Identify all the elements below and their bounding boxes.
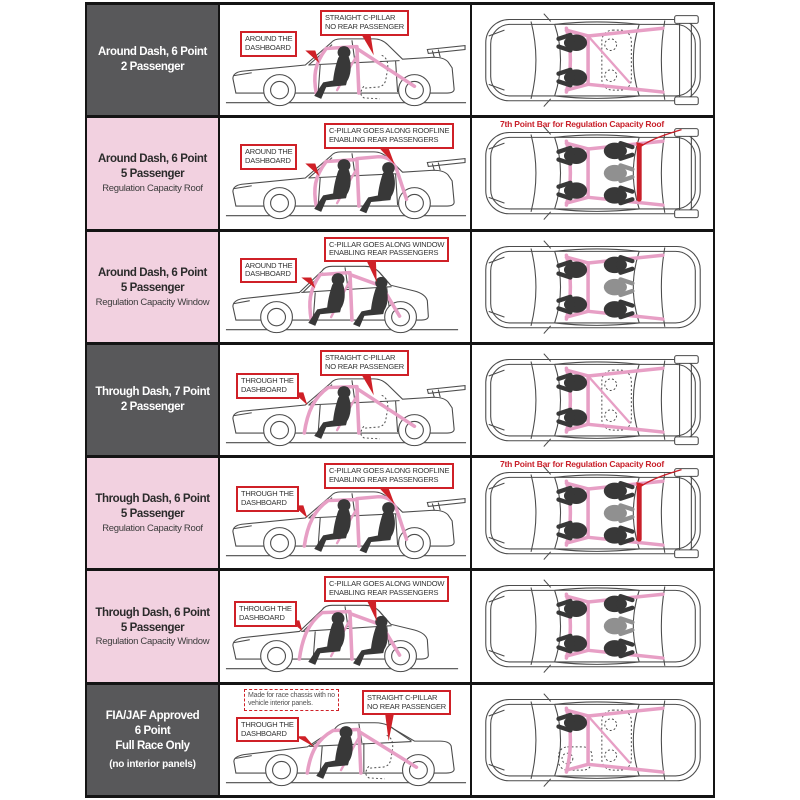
row-label-subline: Regulation Capacity Roof bbox=[102, 523, 203, 535]
row-label-subline: Regulation Capacity Window bbox=[95, 296, 210, 308]
car-top-outline bbox=[486, 693, 700, 786]
callout-text: THROUGH THE bbox=[239, 604, 292, 614]
callout-race-chassis bbox=[244, 689, 339, 712]
rear-passenger bbox=[604, 187, 633, 203]
callout-text: DASHBOARD bbox=[241, 728, 287, 738]
front-passenger bbox=[559, 296, 588, 312]
callout-dashboard bbox=[240, 31, 297, 57]
callout-cpillar bbox=[320, 350, 409, 376]
callout-text: STRAIGHT C-PILLAR bbox=[325, 13, 396, 22]
rear-wing bbox=[675, 129, 699, 218]
callout-text: C-PILLAR GOES ALONG ROOFLINE bbox=[329, 466, 450, 476]
rear-passenger-middle bbox=[604, 165, 633, 181]
callout-text: DASHBOARD bbox=[245, 156, 291, 166]
top-view-art bbox=[472, 5, 713, 115]
config-row-through-7pt-2pass bbox=[85, 342, 715, 455]
top-view-cell bbox=[470, 118, 715, 228]
config-row-fia-jaf-6pt-race bbox=[85, 682, 715, 795]
row-label-line: 5 Passenger bbox=[120, 621, 185, 634]
row-label bbox=[85, 685, 218, 795]
callout-dashboard bbox=[236, 486, 299, 512]
callout-text: ENABLING REAR PASSENGERS bbox=[329, 474, 439, 484]
callout-text: DASHBOARD bbox=[245, 269, 291, 279]
row-label-line: 5 Passenger bbox=[120, 168, 185, 181]
front-passenger bbox=[559, 148, 588, 164]
callout-text: THROUGH THE bbox=[241, 719, 294, 729]
cage-main-hoop bbox=[357, 386, 359, 432]
callout-text: AROUND THE bbox=[245, 147, 293, 157]
side-view-cell bbox=[218, 571, 470, 681]
top-view-art bbox=[472, 345, 713, 455]
row-label-line: Through Dash, 6 Point bbox=[95, 493, 210, 506]
callout-text: C-PILLAR GOES ALONG ROOFLINE bbox=[329, 126, 450, 136]
rear-passenger bbox=[604, 641, 633, 657]
callout-text: THROUGH THE bbox=[241, 375, 294, 385]
front-passenger bbox=[559, 374, 588, 390]
rear-passenger-middle bbox=[604, 505, 633, 521]
callout-text: AROUND THE bbox=[245, 260, 293, 270]
rear-passenger bbox=[604, 483, 633, 499]
cage-diagonal bbox=[588, 376, 629, 422]
row-label-line: Around Dash, 6 Point bbox=[98, 153, 207, 166]
row-label bbox=[85, 118, 218, 228]
side-view-cell bbox=[218, 685, 470, 795]
callout-cpillar bbox=[324, 576, 449, 602]
top-view-cell bbox=[470, 345, 715, 455]
top-view-cell bbox=[470, 5, 715, 115]
row-label-line: 5 Passenger bbox=[120, 508, 185, 521]
cage-main-hoop bbox=[357, 500, 359, 546]
row-label-line: FIA/JAF Approved bbox=[105, 710, 200, 723]
side-view-cell bbox=[218, 458, 470, 568]
cage-diagonal bbox=[588, 716, 629, 762]
callout-text: NO REAR PASSENGER bbox=[325, 361, 404, 371]
callout-text: STRAIGHT C-PILLAR bbox=[325, 352, 396, 362]
top-view-art bbox=[472, 458, 713, 568]
side-view-cell bbox=[218, 232, 470, 342]
callout-dashboard bbox=[240, 258, 297, 284]
row-label bbox=[85, 458, 218, 568]
callout-text: THROUGH THE bbox=[241, 489, 294, 499]
callout-text: NO REAR PASSENGER bbox=[367, 701, 446, 711]
row-label bbox=[85, 5, 218, 115]
rear-passenger-middle bbox=[604, 618, 633, 634]
front-passenger bbox=[559, 35, 588, 51]
callout-cpillar bbox=[362, 690, 451, 716]
callout-cpillar bbox=[324, 123, 454, 149]
callout-cpillar bbox=[324, 237, 449, 263]
rear-wing bbox=[675, 355, 699, 444]
config-row-around-6pt-2pass bbox=[85, 2, 715, 115]
callout-dashboard bbox=[234, 601, 297, 627]
row-label-line: Full Race Only bbox=[115, 740, 190, 753]
callout-text: C-PILLAR GOES ALONG WINDOW bbox=[329, 579, 445, 589]
row-label-subline: Regulation Capacity Roof bbox=[102, 183, 203, 195]
top-view-cell bbox=[470, 685, 715, 795]
row-label bbox=[85, 345, 218, 455]
configuration-table bbox=[85, 2, 715, 798]
rear-passenger bbox=[604, 256, 633, 272]
side-view-cell bbox=[218, 5, 470, 115]
seventh-point-note: 7th Point Bar for Regulation Capacity Roof bbox=[500, 119, 664, 130]
top-view-art bbox=[472, 118, 713, 228]
row-label bbox=[85, 232, 218, 342]
cage-main-hoop bbox=[357, 160, 359, 206]
callout-cpillar bbox=[320, 10, 409, 36]
rear-passenger bbox=[604, 301, 633, 317]
side-view-cell bbox=[218, 345, 470, 455]
cage-rear-stays bbox=[588, 28, 663, 92]
car-top-outline bbox=[486, 127, 700, 220]
callout-dashboard bbox=[236, 373, 299, 399]
cage-main-hoop bbox=[357, 47, 359, 93]
callout-text: C-PILLAR GOES ALONG WINDOW bbox=[329, 239, 445, 249]
row-label bbox=[85, 571, 218, 681]
top-view-cell bbox=[470, 232, 715, 342]
callout-text: ENABLING REAR PASSENGERS bbox=[329, 135, 439, 145]
side-view-cell bbox=[218, 118, 470, 228]
row-label-subline: (no interior panels) bbox=[109, 759, 196, 771]
config-row-through-6pt-5pass-roof bbox=[85, 455, 715, 568]
callout-text: DASHBOARD bbox=[245, 42, 291, 52]
car-top-outline bbox=[486, 354, 700, 447]
front-passenger bbox=[559, 636, 588, 652]
rear-wing bbox=[675, 16, 699, 105]
cage-main-hoop bbox=[359, 729, 361, 773]
callout-text: DASHBOARD bbox=[241, 384, 287, 394]
rear-wing bbox=[675, 469, 699, 558]
callout-text: DASHBOARD bbox=[239, 613, 285, 623]
front-passenger bbox=[559, 69, 588, 85]
callout-text: STRAIGHT C-PILLAR bbox=[367, 692, 438, 702]
front-passenger bbox=[559, 601, 588, 617]
callout-text: ENABLING REAR PASSENGERS bbox=[329, 588, 439, 598]
row-label-line: 5 Passenger bbox=[120, 281, 185, 294]
cage-diagonal bbox=[588, 36, 629, 82]
rear-passenger bbox=[604, 527, 633, 543]
front-passenger bbox=[559, 488, 588, 504]
cage-rear-stays bbox=[588, 708, 663, 772]
callout-dashboard bbox=[240, 144, 297, 170]
callout-dashboard bbox=[236, 717, 299, 743]
rear-passenger bbox=[604, 596, 633, 612]
rear-passenger-middle bbox=[604, 278, 633, 294]
config-row-around-6pt-5pass-roof bbox=[85, 115, 715, 228]
front-passenger bbox=[559, 183, 588, 199]
seventh-point-note: 7th Point Bar for Regulation Capacity Roof bbox=[500, 459, 664, 470]
car-top-outline bbox=[486, 14, 700, 107]
car-top-outline bbox=[486, 240, 700, 333]
top-view-art bbox=[472, 571, 713, 681]
top-view-cell bbox=[470, 458, 715, 568]
top-view-art bbox=[472, 232, 713, 342]
row-label-line: Through Dash, 6 Point bbox=[95, 606, 210, 619]
callout-text: AROUND THE bbox=[245, 34, 293, 43]
callout-text: ENABLING REAR PASSENGERS bbox=[329, 248, 439, 258]
row-label-line: Through Dash, 7 Point bbox=[95, 386, 210, 399]
car-top-outline bbox=[486, 467, 700, 560]
row-label-line: Around Dash, 6 Point bbox=[98, 266, 207, 279]
row-label-line: 2 Passenger bbox=[120, 400, 185, 413]
row-label-subline: Regulation Capacity Window bbox=[95, 636, 210, 648]
cage-rear-stays bbox=[588, 368, 663, 432]
top-view-cell bbox=[470, 571, 715, 681]
rear-passenger bbox=[604, 143, 633, 159]
config-row-through-6pt-5pass-window bbox=[85, 568, 715, 681]
front-passenger bbox=[559, 409, 588, 425]
top-view-art bbox=[472, 685, 713, 795]
config-row-around-6pt-5pass-window bbox=[85, 229, 715, 342]
callout-cpillar bbox=[324, 463, 454, 489]
front-passenger bbox=[559, 522, 588, 538]
callout-text: vehicle interior panels. bbox=[248, 699, 313, 707]
callout-text: DASHBOARD bbox=[241, 497, 287, 507]
car-top-outline bbox=[486, 580, 700, 673]
row-label-line: Around Dash, 6 Point bbox=[98, 46, 207, 59]
front-passenger bbox=[559, 261, 588, 277]
row-label-line: 2 Passenger bbox=[120, 61, 185, 74]
callout-text: NO REAR PASSENGER bbox=[325, 21, 404, 31]
driver-figure-top bbox=[559, 714, 588, 730]
row-label-line: 6 Point bbox=[134, 725, 171, 738]
callout-text: Made for race chassis with no bbox=[248, 691, 335, 699]
